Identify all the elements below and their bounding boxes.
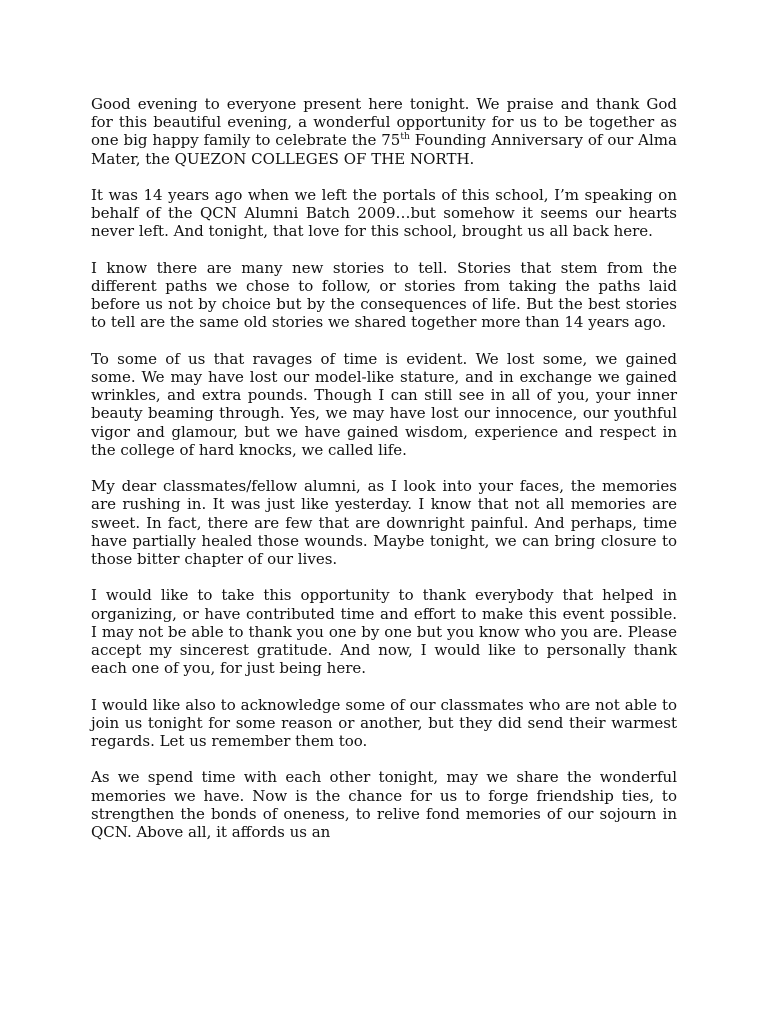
paragraph-1 (91, 95, 677, 168)
paragraph-1-text-continued: Founding Anniversary of our Alma Mater, the QUEZON COLLEGES OF THE NORTH. (91, 131, 677, 168)
paragraph-5: My dear classmates/fellow alumni, as I look into your faces, the memories are rushing in. It was just like yesterday. I know that not all memories are sweet. In fact, there are few that are downright painful. And perhaps, time have partially healed those wounds. Maybe tonight, we can bring closure to those bitter chapter of our lives. (91, 477, 677, 569)
speech-body (91, 95, 677, 859)
paragraph-2: It was 14 years ago when we left the portals of this school, I’m speaking on behalf of the QCN Alumni Batch 2009…but somehow it seems our hearts never left. And tonight, that love for this school, brought us all back here. (91, 186, 677, 241)
paragraph-6: I would like to take this opportunity to thank everybody that helped in organizing, or have contributed time and effort to make this event possible. I may not be able to thank you one by one but you know who you are. Please accept my sincerest gratitude. And now, I would like to personally thank each one of you, for just being here. (91, 586, 677, 678)
paragraph-8: As we spend time with each other tonight, may we share the wonderful memories we have. Now is the chance for us to forge friendship ties, to strengthen the bonds of oneness, to relive fond memories of our sojourn in QCN. Above all, it affords us an (91, 768, 677, 842)
paragraph-4: To some of us that ravages of time is evident. We lost some, we gained some. We may have lost our model-like stature, and in exchange we gained wrinkles, and extra pounds. Though I can still see in all of you, your inner beauty beaming through. Yes, we may have lost our innocence, our youthful vigor and glamour, but we have gained wisdom, experience and respect in the college of hard knocks, we called life. (91, 349, 677, 459)
ordinal-suffix: th (400, 132, 410, 143)
paragraph-1-text: Good evening to everyone present here tonight. We praise and thank God for this beautiful evening, a wonderful opportunity for us to be together as one big happy family to celebrate the 75 (91, 95, 677, 150)
paragraph-7: I would like also to acknowledge some of our classmates who are not able to join us tonight for some reason or another, but they did send their warmest regards. Let us remember them too. (91, 695, 677, 751)
paragraph-3: I know there are many new stories to tell. Stories that stem from the different paths we chose to follow, or stories from taking the paths laid before us not by choice but by the consequences of life. But the best stories to tell are the same old stories we shared together more than 14 years ago. (91, 258, 677, 332)
